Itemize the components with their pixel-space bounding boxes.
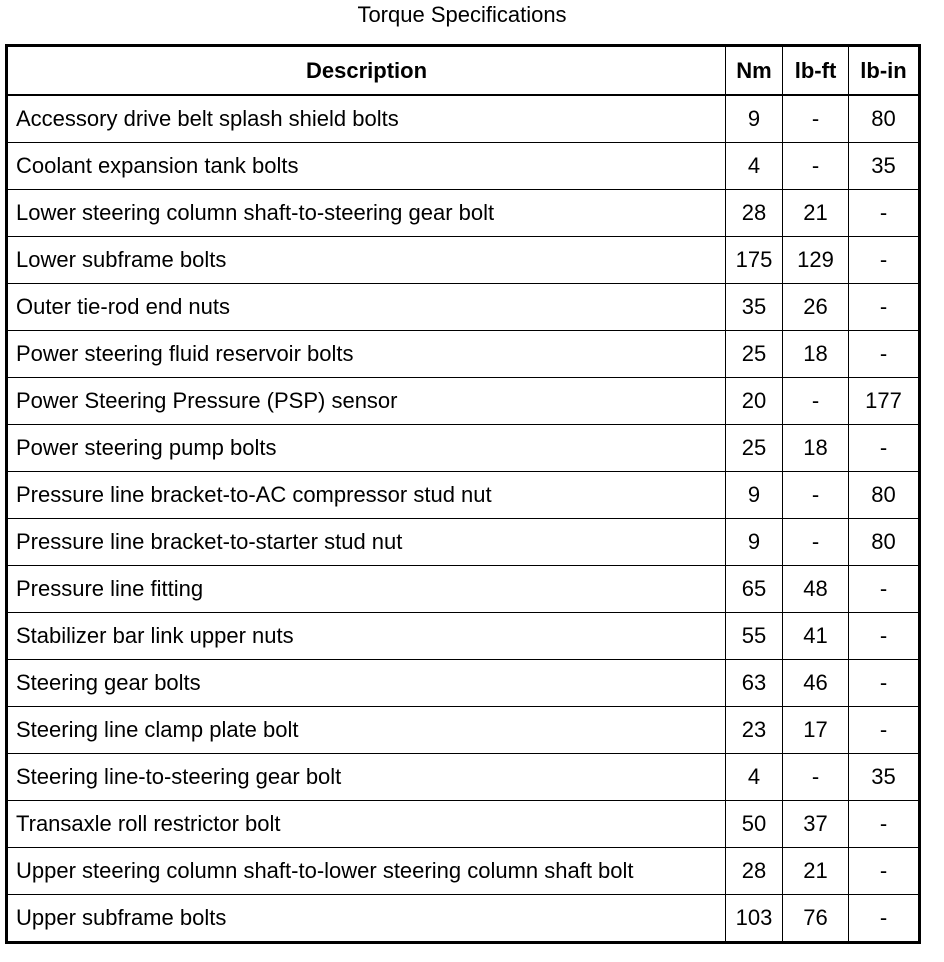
cell-nm: 20 bbox=[726, 378, 783, 425]
cell-nm: 35 bbox=[726, 284, 783, 331]
cell-nm: 25 bbox=[726, 331, 783, 378]
cell-lb-in: - bbox=[849, 331, 920, 378]
cell-lb-in: - bbox=[849, 284, 920, 331]
column-header-lb-in: lb-in bbox=[849, 46, 920, 96]
cell-lb-in: - bbox=[849, 895, 920, 943]
cell-lb-ft: 21 bbox=[783, 848, 849, 895]
table-row bbox=[7, 613, 920, 660]
cell-lb-ft: 21 bbox=[783, 190, 849, 237]
cell-description: Accessory drive belt splash shield bolts bbox=[7, 95, 726, 143]
cell-description: Outer tie-rod end nuts bbox=[7, 284, 726, 331]
cell-lb-in: - bbox=[849, 801, 920, 848]
cell-nm: 65 bbox=[726, 566, 783, 613]
table-row bbox=[7, 660, 920, 707]
table-row bbox=[7, 566, 920, 613]
cell-lb-in: - bbox=[849, 190, 920, 237]
cell-description: Stabilizer bar link upper nuts bbox=[7, 613, 726, 660]
cell-nm: 50 bbox=[726, 801, 783, 848]
table-row bbox=[7, 801, 920, 848]
cell-lb-ft: 18 bbox=[783, 425, 849, 472]
cell-lb-in: - bbox=[849, 566, 920, 613]
cell-nm: 9 bbox=[726, 472, 783, 519]
table-row bbox=[7, 707, 920, 754]
cell-lb-ft: - bbox=[783, 95, 849, 143]
table-row bbox=[7, 754, 920, 801]
table-row bbox=[7, 472, 920, 519]
cell-lb-in: - bbox=[849, 613, 920, 660]
table-row bbox=[7, 284, 920, 331]
cell-lb-ft: 46 bbox=[783, 660, 849, 707]
cell-lb-ft: - bbox=[783, 143, 849, 190]
column-header-description: Description bbox=[7, 46, 726, 96]
cell-lb-in: - bbox=[849, 707, 920, 754]
cell-lb-in: 177 bbox=[849, 378, 920, 425]
cell-lb-in: - bbox=[849, 660, 920, 707]
cell-lb-ft: 18 bbox=[783, 331, 849, 378]
cell-lb-in: 35 bbox=[849, 754, 920, 801]
cell-description: Steering line clamp plate bolt bbox=[7, 707, 726, 754]
table-header-row bbox=[7, 46, 920, 96]
cell-description: Pressure line bracket-to-starter stud nut bbox=[7, 519, 726, 566]
cell-lb-ft: 76 bbox=[783, 895, 849, 943]
cell-nm: 4 bbox=[726, 754, 783, 801]
cell-lb-ft: 17 bbox=[783, 707, 849, 754]
cell-nm: 9 bbox=[726, 519, 783, 566]
cell-description: Steering line-to-steering gear bolt bbox=[7, 754, 726, 801]
cell-lb-ft: 48 bbox=[783, 566, 849, 613]
table-row bbox=[7, 425, 920, 472]
cell-nm: 9 bbox=[726, 95, 783, 143]
cell-nm: 28 bbox=[726, 848, 783, 895]
cell-description: Pressure line bracket-to-AC compressor stud nut bbox=[7, 472, 726, 519]
table-row bbox=[7, 331, 920, 378]
cell-description: Lower steering column shaft-to-steering gear bolt bbox=[7, 190, 726, 237]
column-header-lb-ft: lb-ft bbox=[783, 46, 849, 96]
cell-lb-in: - bbox=[849, 848, 920, 895]
cell-nm: 63 bbox=[726, 660, 783, 707]
cell-description: Upper steering column shaft-to-lower steering column shaft bolt bbox=[7, 848, 726, 895]
cell-lb-ft: - bbox=[783, 472, 849, 519]
cell-nm: 55 bbox=[726, 613, 783, 660]
table-row bbox=[7, 237, 920, 284]
cell-lb-in: 80 bbox=[849, 472, 920, 519]
cell-lb-ft: 26 bbox=[783, 284, 849, 331]
cell-lb-in: 80 bbox=[849, 519, 920, 566]
cell-description: Pressure line fitting bbox=[7, 566, 726, 613]
table-row bbox=[7, 378, 920, 425]
table-row bbox=[7, 848, 920, 895]
table-row bbox=[7, 895, 920, 943]
cell-nm: 23 bbox=[726, 707, 783, 754]
cell-lb-ft: 37 bbox=[783, 801, 849, 848]
cell-description: Power Steering Pressure (PSP) sensor bbox=[7, 378, 726, 425]
cell-description: Power steering fluid reservoir bolts bbox=[7, 331, 726, 378]
cell-lb-ft: - bbox=[783, 519, 849, 566]
torque-spec-table bbox=[5, 44, 921, 944]
table-row bbox=[7, 95, 920, 143]
cell-description: Power steering pump bolts bbox=[7, 425, 726, 472]
cell-nm: 175 bbox=[726, 237, 783, 284]
cell-description: Coolant expansion tank bolts bbox=[7, 143, 726, 190]
cell-lb-ft: - bbox=[783, 378, 849, 425]
column-header-nm: Nm bbox=[726, 46, 783, 96]
table-row bbox=[7, 519, 920, 566]
cell-lb-in: - bbox=[849, 237, 920, 284]
table-row bbox=[7, 143, 920, 190]
table-row bbox=[7, 190, 920, 237]
cell-lb-in: 80 bbox=[849, 95, 920, 143]
cell-lb-in: - bbox=[849, 425, 920, 472]
cell-description: Steering gear bolts bbox=[7, 660, 726, 707]
cell-nm: 4 bbox=[726, 143, 783, 190]
cell-lb-in: 35 bbox=[849, 143, 920, 190]
cell-nm: 103 bbox=[726, 895, 783, 943]
cell-lb-ft: 41 bbox=[783, 613, 849, 660]
cell-lb-ft: 129 bbox=[783, 237, 849, 284]
cell-nm: 28 bbox=[726, 190, 783, 237]
cell-nm: 25 bbox=[726, 425, 783, 472]
cell-description: Lower subframe bolts bbox=[7, 237, 726, 284]
cell-description: Upper subframe bolts bbox=[7, 895, 726, 943]
cell-description: Transaxle roll restrictor bolt bbox=[7, 801, 726, 848]
page-title: Torque Specifications bbox=[357, 2, 567, 27]
cell-lb-ft: - bbox=[783, 754, 849, 801]
